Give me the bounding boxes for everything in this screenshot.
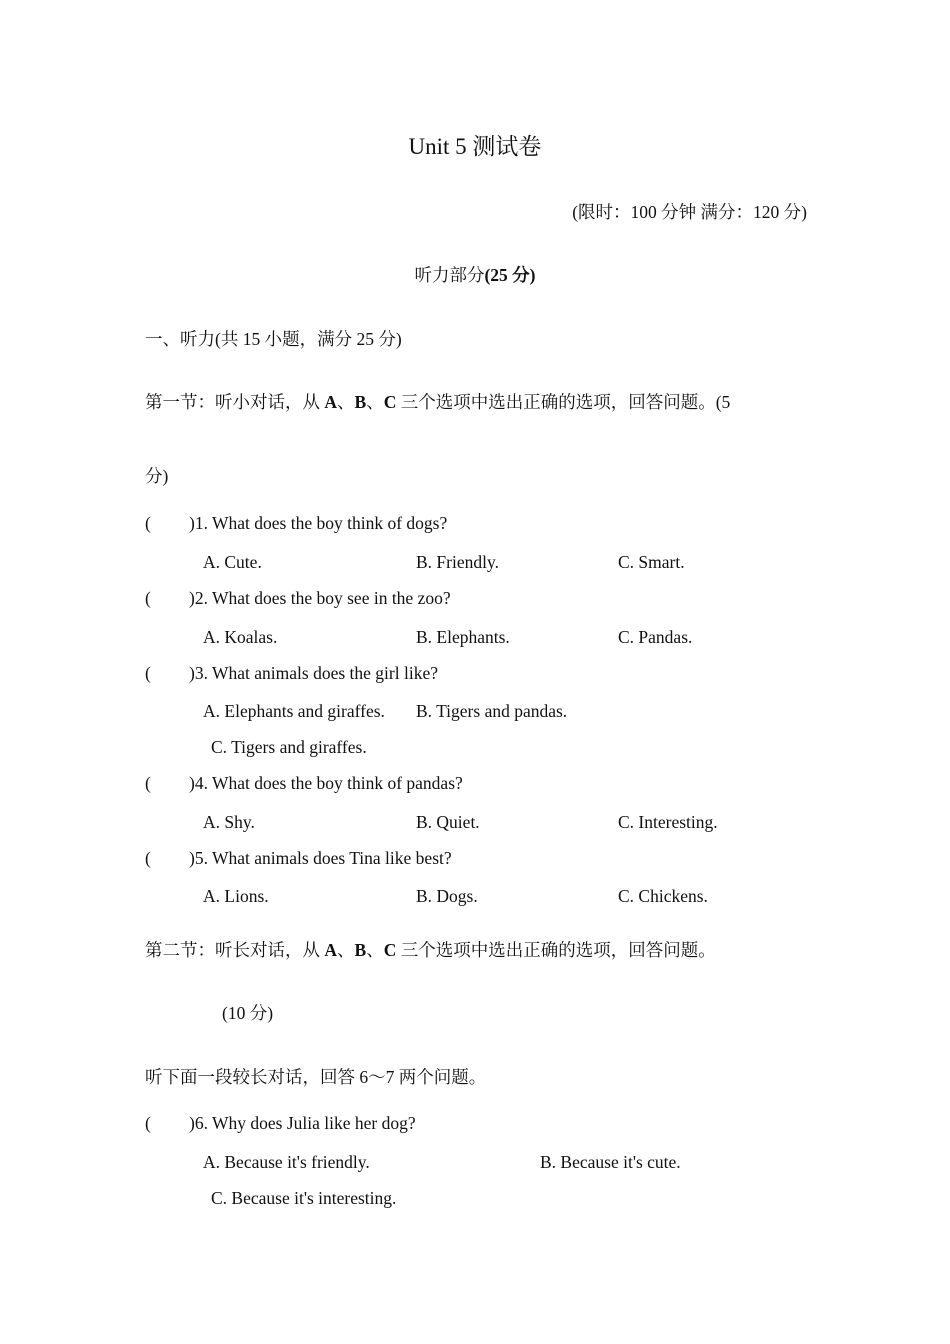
question-text: )6. Why does Julia like her dog?	[189, 1113, 416, 1133]
option-a: A. Because it's friendly.	[203, 1152, 370, 1172]
question-1	[145, 513, 447, 534]
option-c: C. Chickens.	[618, 886, 708, 906]
question-4	[145, 773, 463, 794]
option-b: B. Because it's cute.	[540, 1152, 681, 1172]
option-a: A. Shy.	[203, 812, 255, 832]
option-b: B. Quiet.	[416, 812, 480, 832]
option-c: C. Because it's interesting.	[211, 1188, 397, 1208]
question-text: )5. What animals does Tina like best?	[189, 848, 452, 868]
question-6	[145, 1113, 416, 1134]
part-one-instruction: 第一节：听小对话，从 A、B、C 三个选项中选出正确的选项，回答问题。(5	[145, 392, 731, 412]
option-b: B. Dogs.	[416, 886, 478, 906]
listening-part-label: 听力部分	[414, 265, 485, 285]
question-text: )3. What animals does the girl like?	[189, 663, 438, 683]
option-c: C. Interesting.	[618, 812, 718, 832]
option-c: C. Pandas.	[618, 627, 693, 647]
option-a: A. Cute.	[203, 552, 262, 572]
answer-blank[interactable]: (	[145, 848, 151, 868]
question-5	[145, 848, 452, 869]
part-one-instruction-cont: 分)	[145, 466, 169, 486]
listening-part-score: (25 分)	[484, 265, 536, 285]
option-a: A. Lions.	[203, 886, 269, 906]
listening-part-heading	[0, 262, 950, 287]
question-3	[145, 663, 438, 684]
answer-blank[interactable]: (	[145, 588, 151, 608]
answer-blank[interactable]: (	[145, 1113, 151, 1133]
option-c: C. Tigers and giraffes.	[211, 737, 367, 757]
answer-blank[interactable]: (	[145, 773, 151, 793]
answer-blank[interactable]: (	[145, 663, 151, 683]
question-text: )1. What does the boy think of dogs?	[189, 513, 448, 533]
part-two-intro: 听下面一段较长对话，回答 6～7 两个问题。	[145, 1067, 487, 1087]
option-b: B. Friendly.	[416, 552, 499, 572]
part-two-score: (10 分)	[222, 1003, 274, 1023]
question-text: )4. What does the boy think of pandas?	[189, 773, 463, 793]
option-c: C. Smart.	[618, 552, 685, 572]
option-a: A. Koalas.	[203, 627, 278, 647]
option-a: A. Elephants and giraffes.	[203, 701, 385, 721]
question-2	[145, 588, 451, 609]
question-text: )2. What does the boy see in the zoo?	[189, 588, 451, 608]
page-title: Unit 5 测试卷	[408, 134, 542, 159]
section-one-heading: 一、听力(共 15 小题，满分 25 分)	[145, 329, 402, 349]
part-two-instruction: 第二节：听长对话，从 A、B、C 三个选项中选出正确的选项，回答问题。	[145, 940, 716, 960]
time-limit: (限时：100 分钟 满分：120 分)	[572, 202, 807, 222]
answer-blank[interactable]: (	[145, 513, 151, 533]
option-b: B. Tigers and pandas.	[416, 701, 568, 721]
option-b: B. Elephants.	[416, 627, 510, 647]
